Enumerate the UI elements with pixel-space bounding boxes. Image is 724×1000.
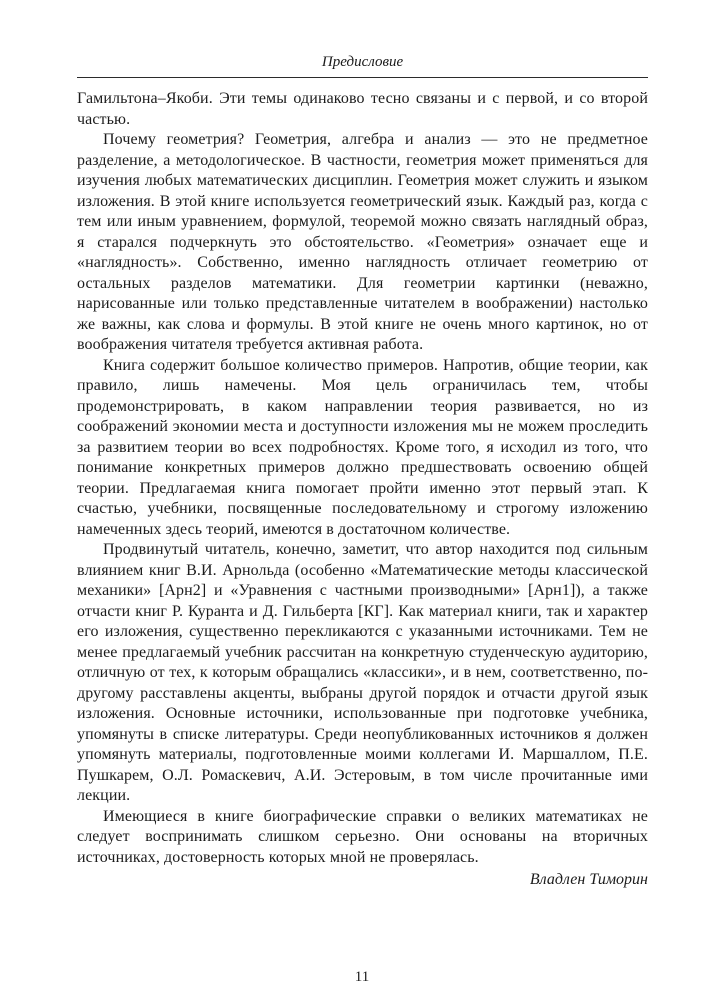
author-signature: Владлен Тиморин <box>529 871 648 888</box>
paragraph-continuation: Гамильтона–Якоби. Эти темы одинаково тесно связаны и с первой, и со второй частью. <box>77 90 648 128</box>
paragraph: Почему геометрия? Геометрия, алгебра и анализ — это не предметное разделение, а методологическое. В частности, геометрия может применяться для изучения любых математических дисциплин. Геометрия может служить и языком изложения. В этой книге используется геометрический язык. Каждый раз, когда с тем или иным уравнением, формулой, теоремой можно связать наглядный образ, я старался подчеркнуть это обстоятельство. «Геометрия» означает еще и «наглядность». Собственно, именно наглядность отличает геометрию от остальных разделов математики. Для геометрии картинки (неважно, нарисованные или только представленные читателем в воображении) настолько же важны, как слова и формулы. В этой книге не очень много картинок, но от воображения читателя требуется активная работа. <box>77 131 648 353</box>
body-text <box>77 89 648 868</box>
paragraph: Продвинутый читатель, конечно, заметит, что автор находится под сильным влиянием книг В.И. Арнольда (особенно «Математические методы классической механики» [Арн2] и «Уравнения с частными производными» [Арн1]), а также отчасти книг Р. Куранта и Д. Гильберта [КГ]. Как материал книги, так и характер его изложения, существенно перекликаются с указанными источниками. Тем не менее предлагаемый учебник рассчитан на конкретную студенческую аудиторию, отличную от тех, к которым обращались «классики», и в нем, соответственно, по-другому расставлены акценты, выбраны другой порядок и отчасти другой язык изложения. Основные источники, использованные при подготовке учебника, упомянуты в списке литературы. Среди неопубликованных источников я должен упомянуть материалы, подготовленные моими коллегами И. Маршаллом, П.Е. Пушкарем, О.Л. Ромаскевич, А.И. Эстеровым, в том числе прочитанные ими лекции. <box>77 541 648 804</box>
paragraph: Имеющиеся в книге биографические справки о великих математиках не следует воспринимать слишком серьезно. Они основаны на вторичных источниках, достоверность которых мной не проверялась. <box>77 807 648 866</box>
paragraph: Книга содержит большое количество примеров. Напротив, общие теории, как правило, лишь намечены. Моя цель ограничилась тем, чтобы продемонстрировать, в каком направлении теория развивается, но из соображений экономии места и доступности изложения мы не можем проследить за развитием теории во всех подробностях. Кроме того, я исходил из того, что понимание конкретных примеров должно предшествовать освоению общей теории. Предлагаемая книга помогает пройти именно этот первый этап. К счастью, учебники, посвященные последовательному и строгому изложению намеченных здесь теорий, имеются в достаточном количестве. <box>77 356 648 538</box>
running-header: Предисловие <box>77 54 648 78</box>
text-block <box>77 54 648 891</box>
page-number: 11 <box>354 969 370 985</box>
